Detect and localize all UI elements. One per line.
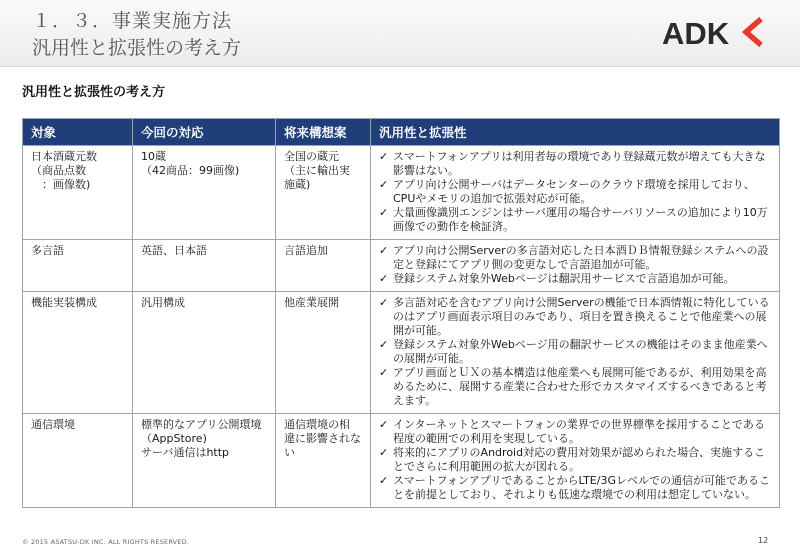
check-point: ✓ スマートフォンアプリは利用者毎の環境であり登録蔵元数が増えても大きな影響はない。 <box>379 150 766 177</box>
table-row <box>23 240 780 292</box>
slide-header <box>0 0 800 67</box>
page-number: 12 <box>758 536 769 545</box>
cell-target: 日本酒蔵元数 （商品点数 ：画像数) <box>23 146 133 240</box>
check-point: ✓ 将来的にアプリのAndroid対応の費用対効果が認められた場合、実施することでさらに利用範囲の拡大が図れる。 <box>379 446 766 473</box>
check-icon: ✓ <box>379 206 389 219</box>
cell-future: 通信環境の相 違に影響されな い <box>276 414 371 508</box>
header-future: 将来構想案 <box>276 119 371 146</box>
approach-table <box>22 118 780 508</box>
check-point: ✓ スマートフォンアプリであることからLTE/3Gレベルでの通信が可能であることを前提としており、それよりも低速な環境での利用は想定していない。 <box>379 474 770 501</box>
logo-chevron-icon <box>746 19 761 45</box>
cell-points <box>371 414 780 508</box>
adk-logo-text: ADK <box>662 16 730 50</box>
check-icon: ✓ <box>379 338 389 351</box>
check-point: ✓ 登録システム対象外Webページ用の翻訳サービスの機能はそのまま他産業への展開が可能。 <box>379 338 768 365</box>
check-icon: ✓ <box>379 272 389 285</box>
cell-future: 他産業展開 <box>276 292 371 414</box>
check-icon: ✓ <box>379 474 389 487</box>
header-extensibility: 汎用性と拡張性 <box>371 119 780 146</box>
table-header-row <box>23 119 780 146</box>
cell-points <box>371 240 780 292</box>
cell-future: 言語追加 <box>276 240 371 292</box>
cell-points <box>371 146 780 240</box>
check-icon: ✓ <box>379 178 389 191</box>
slide-title-number: １．３．事業実施方法 <box>32 10 233 32</box>
check-icon: ✓ <box>379 418 389 431</box>
check-icon: ✓ <box>379 446 389 459</box>
check-icon: ✓ <box>379 296 389 309</box>
header-target: 対象 <box>23 119 133 146</box>
check-point: ✓ インターネットとスマートフォンの業界での世界標準を採用することである程度の範囲での利用を実現している。 <box>379 418 765 445</box>
check-point: ✓ アプリ向け公開Serverの多言語対応した日本酒ＤＢ情報登録システムへの設定と登録にてアプリ側の変更なしで言語追加が可能。 <box>379 244 769 271</box>
table-row <box>23 292 780 414</box>
check-point: ✓ 多言語対応を含むアプリ向け公開Serverの機能で日本酒情報に特化しているのはアプリ画面表示項目のみであり、項目を置き換えることで他産業への展開が可能。 <box>379 296 770 337</box>
check-point: ✓ 大量画像識別エンジンはサーバ運用の場合サーバリソースの追加により10万画像での動作を検証済。 <box>379 206 768 233</box>
check-icon: ✓ <box>379 366 389 379</box>
cell-current: 標準的なアプリ公開環境 （AppStore) サーバ通信はhttp <box>133 414 276 508</box>
cell-current: 英語、日本語 <box>133 240 276 292</box>
check-icon: ✓ <box>379 244 389 257</box>
cell-target: 多言語 <box>23 240 133 292</box>
table-row <box>23 414 780 508</box>
cell-current: 10蔵 （42商品：99画像) <box>133 146 276 240</box>
check-point: ✓ アプリ向け公開サーバはデータセンターのクラウド環境を採用しており、CPUやメモリの追加で拡張対応が可能。 <box>379 178 755 205</box>
check-point: ✓ アプリ画面とＵＸの基本構造は他産業へも展開可能であるが、利用効果を高めるために、展開する産業に合わせた形でカスタマイズするべきであると考えます。 <box>379 366 767 407</box>
cell-target: 機能実装構成 <box>23 292 133 414</box>
check-icon: ✓ <box>379 150 389 163</box>
copyright-footer: © 2015 ASATSU-DK INC. ALL RIGHTS RESERVED. <box>22 538 190 546</box>
cell-current: 汎用構成 <box>133 292 276 414</box>
table-row <box>23 146 780 240</box>
cell-target: 通信環境 <box>23 414 133 508</box>
slide-title: 汎用性と拡張性の考え方 <box>32 37 242 59</box>
section-title: 汎用性と拡張性の考え方 <box>22 85 166 100</box>
adk-logo <box>660 14 764 50</box>
cell-points <box>371 292 780 414</box>
cell-future: 全国の蔵元 （主に輸出実 施蔵) <box>276 146 371 240</box>
check-point: ✓ 登録システム対象外Webページは翻訳用サービスで言語追加が可能。 <box>379 272 735 285</box>
header-current: 今回の対応 <box>133 119 276 146</box>
